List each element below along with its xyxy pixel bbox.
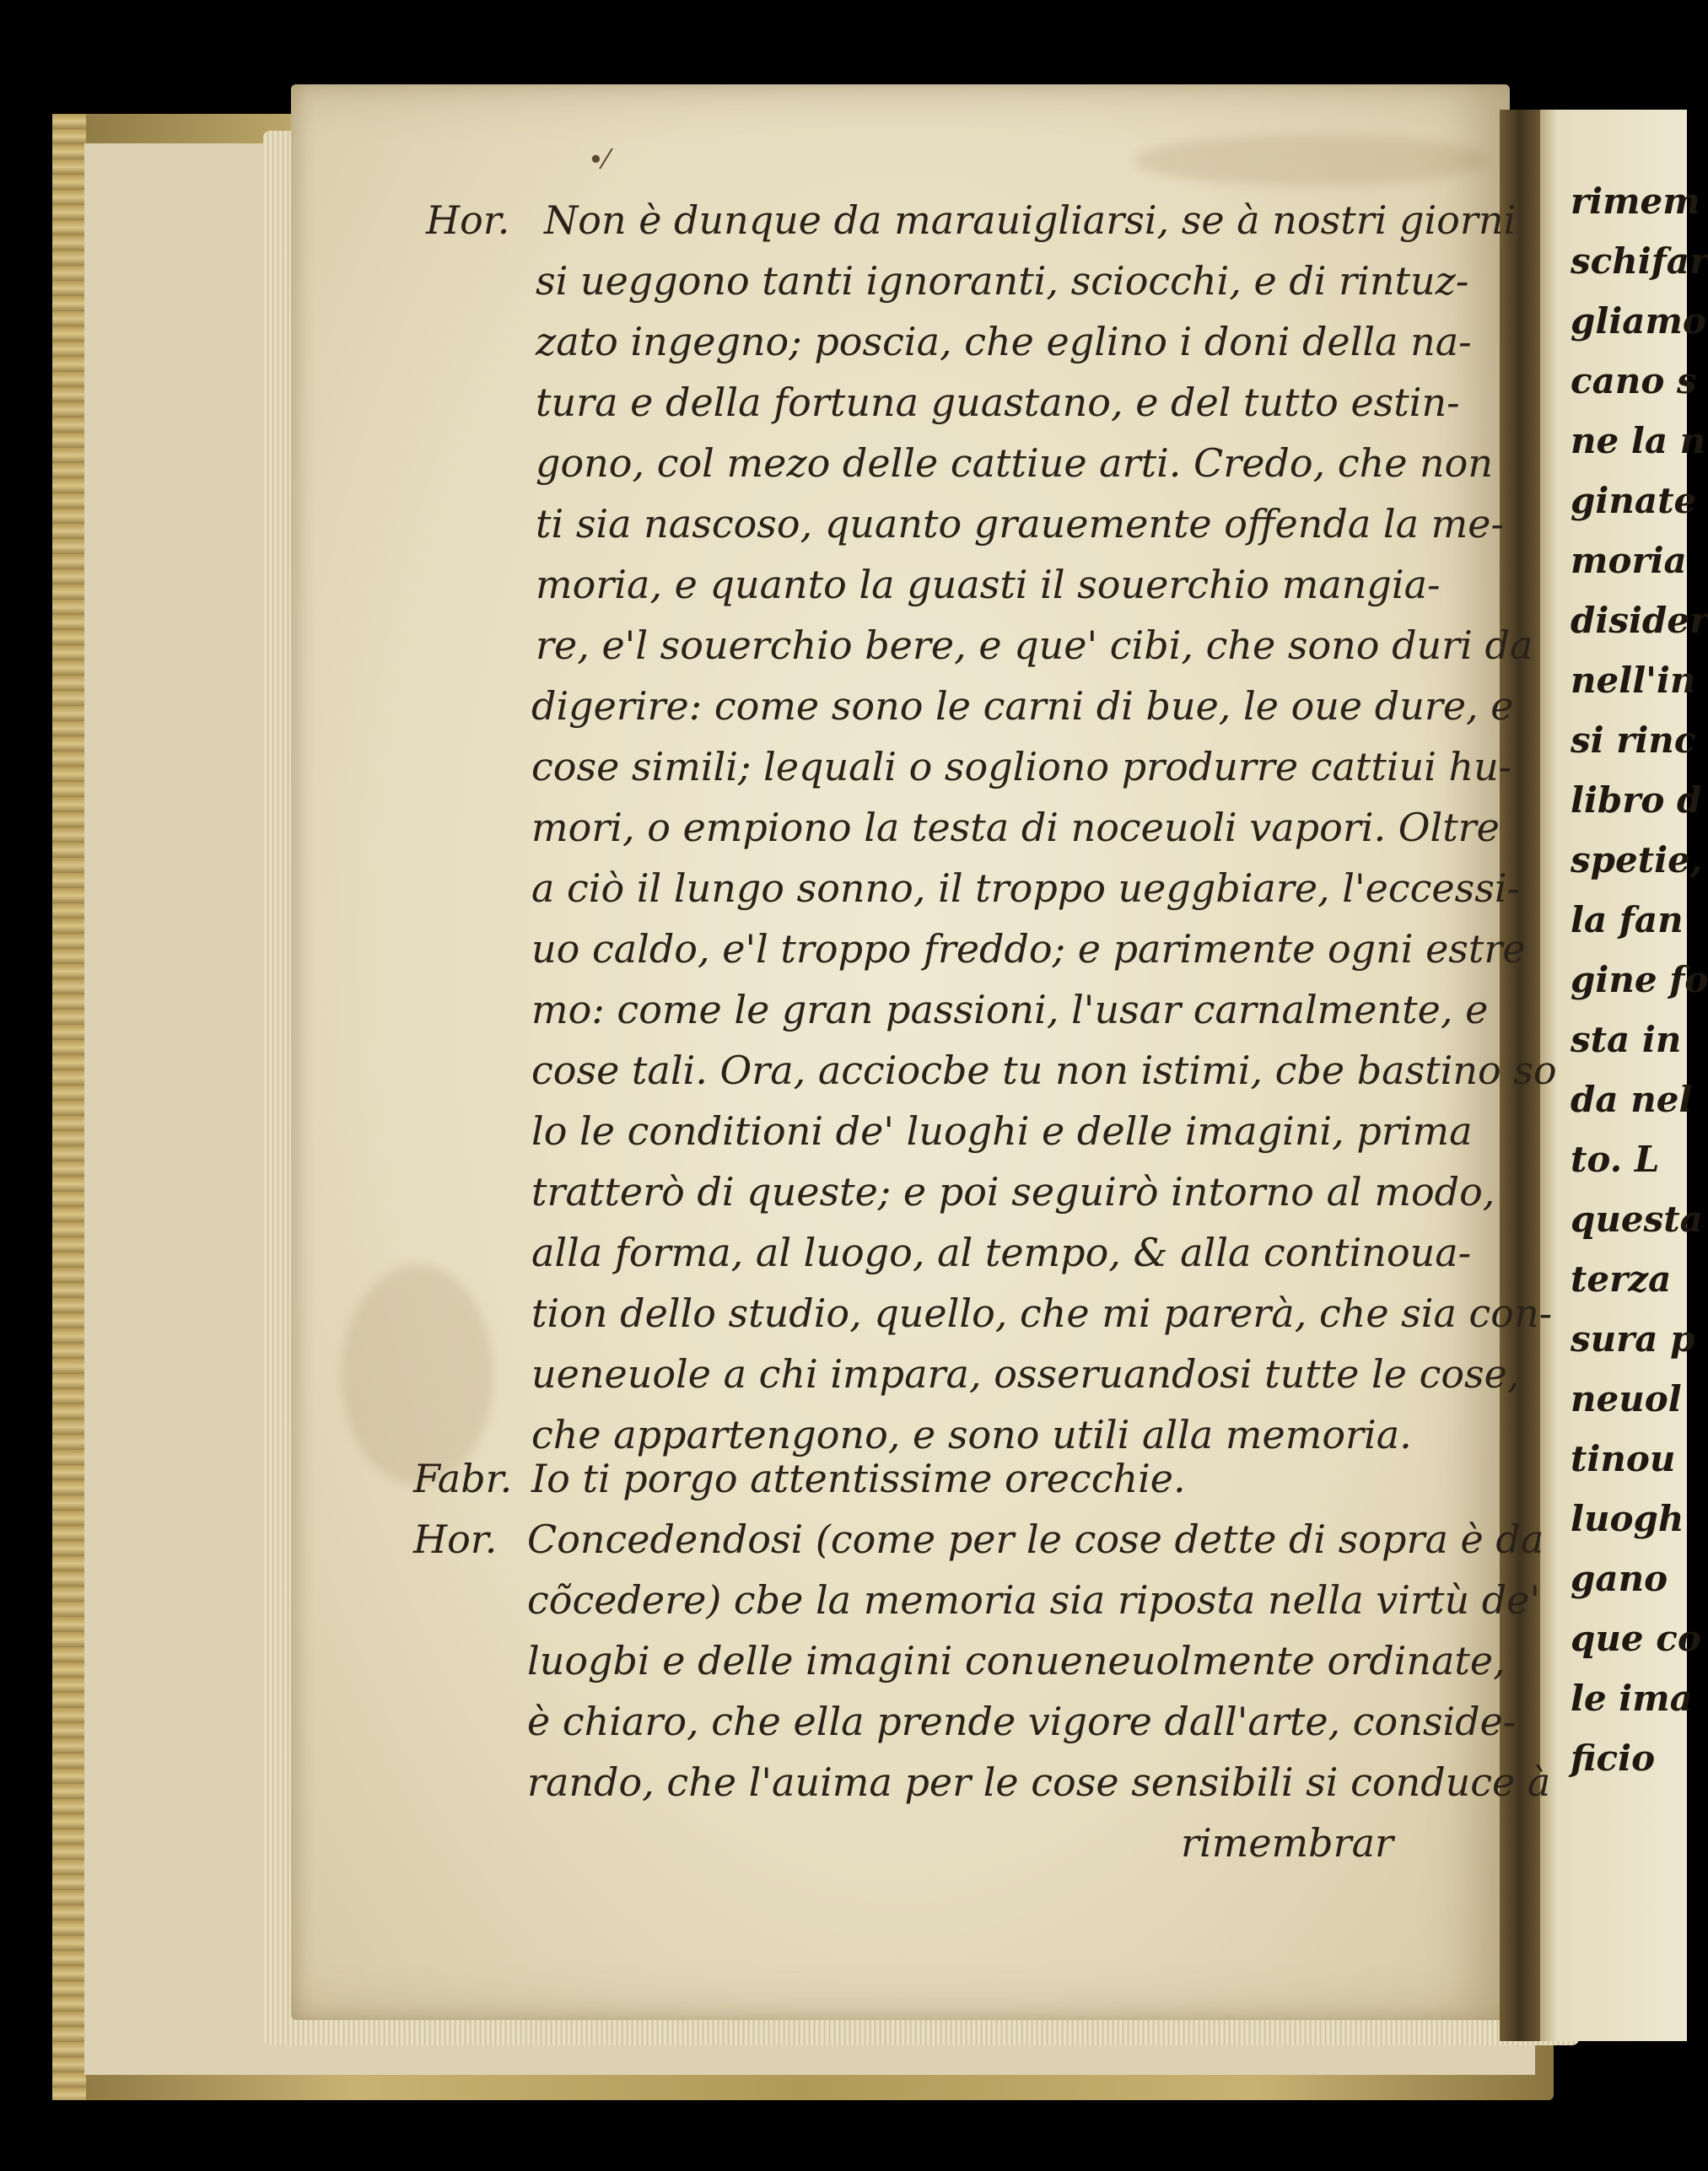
text-line: tion dello studio, quello, che mi parerà, che sia con- (531, 1290, 1553, 1336)
text-line: ueneuole a chi impara, osseruandosi tutte le cose, (531, 1351, 1520, 1397)
text-line: gono, col mezo delle cattiue arti. Credo, che non (536, 440, 1493, 486)
text-line: che appartengono, e sono utili alla memoria. (531, 1412, 1412, 1457)
right-page-line: tinou (1571, 1438, 1676, 1479)
foxing-stain (342, 1265, 493, 1484)
right-page-line: cano s (1571, 360, 1697, 401)
right-page-line: ne la n (1571, 420, 1706, 461)
right-page-line: le ima (1571, 1678, 1693, 1719)
text-line: mo: come le gran passioni, l'usar carnalmente, e (531, 987, 1489, 1032)
text-line: cose tali. Ora, acciocbe tu non istimi, cbe bastino so (531, 1048, 1557, 1093)
right-page-line: libro d (1571, 779, 1702, 821)
text-line: alla forma, al luogo, al tempo, & alla continoua- (531, 1230, 1472, 1275)
text-line: si ueggono tanti ignoranti, sciocchi, e di rintuz- (536, 258, 1469, 304)
right-page-line: gine fo (1571, 959, 1708, 1000)
right-page-line: da nel (1571, 1079, 1693, 1120)
right-page-line: ginate (1571, 480, 1697, 521)
printer-mark: •⁄ (588, 143, 609, 175)
right-page-line: spetie, (1571, 839, 1703, 881)
text-line: Concedendosi (come per le cose dette di sopra è da (527, 1516, 1544, 1562)
speaker-label: Fabr. (413, 1456, 513, 1501)
right-page-line: ficio (1571, 1737, 1656, 1779)
text-line: tratterò di queste; e poi seguirò intorno al modo, (531, 1169, 1495, 1215)
text-line: moria, e quanto la guasti il souerchio mangia- (536, 562, 1441, 607)
right-page-line: la fan (1571, 899, 1684, 940)
right-page-line: gliamo (1571, 300, 1706, 342)
right-page-line: si rinc (1571, 719, 1696, 761)
text-line: Non è dunque da marauigliarsi, se à nostri giorni (544, 197, 1517, 243)
catchword: rimembrar (1181, 1820, 1394, 1866)
right-page-line: schifar (1571, 240, 1708, 282)
text-line: mori, o empiono la testa di noceuoli vapori. Oltre (531, 805, 1500, 850)
text-line: rando, che l'auima per le cose sensibili si conduce à (527, 1759, 1551, 1805)
right-page-line: nell'in (1571, 660, 1696, 701)
text-line: Io ti porgo attentissime orecchie. (531, 1456, 1186, 1501)
text-line: re, e'l souerchio bere, e que' cibi, che sono duri da (536, 622, 1533, 668)
right-page-line: disider (1571, 600, 1708, 641)
gilded-edge-decoration (52, 114, 86, 2100)
right-page-line: neuol (1571, 1378, 1682, 1420)
right-page-line: sura p (1571, 1318, 1695, 1360)
text-line: cose simili; lequali o sogliono produrre cattiui hu- (531, 744, 1512, 789)
right-page-line: gano (1571, 1558, 1668, 1599)
speaker-label: Hor. (426, 197, 510, 243)
text-line: zato ingegno; poscia, che eglino i doni della na- (536, 319, 1472, 364)
text-line: ti sia nascoso, quanto grauemente offenda la me- (536, 501, 1505, 547)
right-page-line: rimem (1571, 180, 1700, 222)
text-line: a ciò il lungo sonno, il troppo ueggbiare, l'eccessi- (531, 865, 1521, 911)
text-line: luogbi e delle imagini conueneuolmente ordinate, (527, 1638, 1506, 1683)
right-page-line: to. L (1571, 1139, 1660, 1180)
right-page-line: terza (1571, 1258, 1672, 1300)
text-line: digerire: come sono le carni di bue, le oue dure, e (531, 683, 1514, 729)
right-page-line: que co (1571, 1618, 1701, 1659)
right-page-line: moria (1571, 540, 1687, 581)
right-page-line: questa (1571, 1199, 1703, 1240)
text-line: cõcedere) cbe la memoria sia riposta nella virtù de' (527, 1577, 1541, 1623)
right-page-line: sta in (1571, 1019, 1682, 1060)
text-line: è chiaro, che ella prende vigore dall'arte, conside- (527, 1699, 1517, 1744)
foxing-stain (1134, 135, 1489, 186)
text-line: lo le conditioni de' luoghi e delle imagini, prima (531, 1108, 1473, 1154)
speaker-label: Hor. (413, 1516, 498, 1562)
text-line: tura e della fortuna guastano, e del tutto estin- (536, 380, 1460, 425)
right-page-line: luogh (1571, 1498, 1684, 1539)
text-line: uo caldo, e'l troppo freddo; e parimente ogni estre (531, 926, 1526, 972)
